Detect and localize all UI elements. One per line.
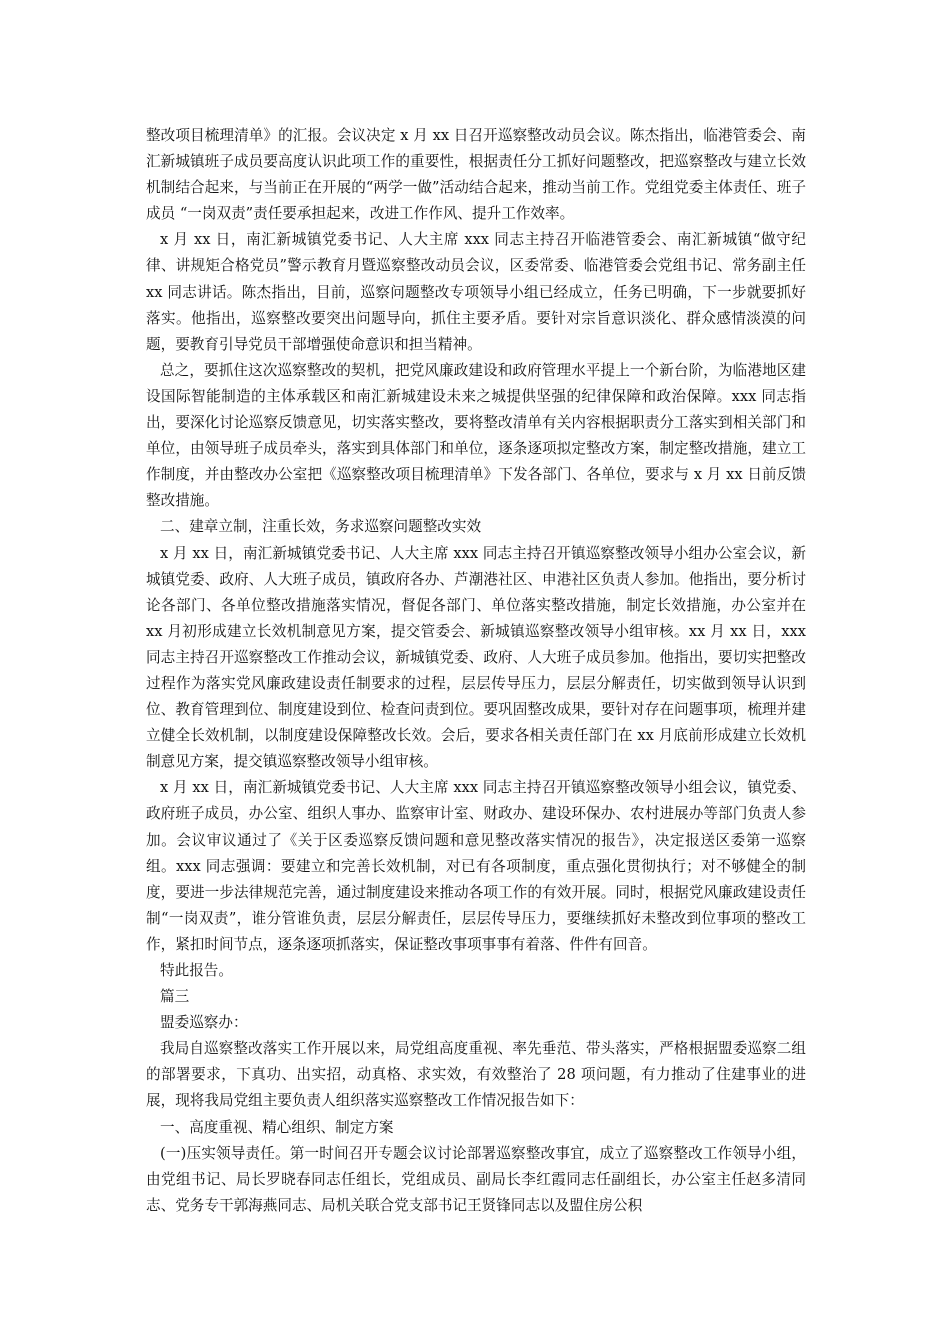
paragraph: 我局自巡察整改落实工作开展以来，局党组高度重视、率先垂范、带头落实，严格根据盟委巡察二组的部署要求，下真功、出实招，动真格、求实效，有效整治了 28 项问题，有力推动了住建事业的进展，现将我局党组主要负责人组织落实巡察整改工作情况报告如下： [146, 1040, 806, 1110]
document-body [146, 123, 806, 1219]
salutation: 盟委巡察办： [160, 1014, 248, 1032]
closing-line: 特此报告。 [160, 962, 233, 979]
paragraph: x 月 xx 日，南汇新城镇党委书记、人大主席 xxx 同志主持召开临港管委会、南汇新城镇“做守纪律、讲规矩合格党员”警示教育月暨巡察整改动员会议，区委常委、临港管委会党组书记、常务副主任 xx 同志讲话。陈杰指出，目前，巡察问题整改专项领导小组已经成立，任务已明确，下一步就要抓好落实。他指出，巡察整改要突出问题导向，抓住主要矛盾。要针对宗旨意识淡化、群众感情淡漠的问题，要教育引导党员干部增强使命意识和担当精神。 [146, 231, 806, 353]
paragraph: 整改项目梳理清单》的汇报。会议决定 x 月 xx 日召开巡察整改动员会议。陈杰指出，临港管委会、南汇新城镇班子成员要高度认识此项工作的重要性，根据责任分工抓好问题整改，把巡察整改与建立长效机制结合起来，与当前正在开展的“两学一做”活动结合起来，推动当前工作。党组党委主体责任、班子成员 “一岗双责”责任要承担起来，改进工作作风、提升工作效率。 [146, 127, 806, 223]
paragraph: (一)压实领导责任。第一时间召开专题会议讨论部署巡察整改事宜，成立了巡察整改工作领导小组，由党组书记、局长罗晓春同志任组长，党组成员、副局长李红霞同志任副组长，办公室主任赵多清同志、党务专干郭海燕同志、局机关联合党支部书记王贤锋同志以及盟住房公积 [146, 1144, 806, 1214]
section-heading: 二、建章立制，注重长效，务求巡察问题整改实效 [160, 518, 482, 536]
section-heading: 一、高度重视、精心组织、制定方案 [160, 1118, 394, 1136]
paragraph: 总之，要抓住这次巡察整改的契机，把党风廉政建设和政府管理水平提上一个新台阶，为临港地区建设国际智能制造的主体承载区和南汇新城建设未来之城提供坚强的纪律保障和政治保障。xxx 同志指出，要深化讨论巡察反馈意见，切实落实整改，要将整改清单有关内容根据职责分工落实到相关部门和单位，由领导班子成员牵头，落实到具体部门和单位，逐条逐项拟定整改方案，制定整改措施，建立工作制度，并由整改办公室把《巡察整改项目梳理清单》下发各部门、各单位，要求与 x 月 xx 日前反馈整改措施。 [146, 361, 806, 510]
paragraph: x 月 xx 日，南汇新城镇党委书记、人大主席 xxx 同志主持召开镇巡察整改领导小组办公室会议，新城镇党委、政府、人大班子成员，镇政府各办、芦潮港社区、申港社区负责人参加。他指出，要分析讨论各部门、各单位整改措施落实情况，督促各部门、单位落实整改措施，制定长效措施，办公室并在 xx 月初形成建立长效机制意见方案，提交管委会、新城镇巡察整改领导小组审核。xx 月 xx 日，xxx 同志主持召开巡察整改工作推动会议，新城镇党委、政府、人大班子成员参加。他指出，要切实把整改过程作为落实党风廉政建设责任制要求的过程，层层传导压力，层层分解责任，切实做到领导认识到位、教育管理到位、制度建设到位、检查问责到位。要巩固整改成果，要针对存在问题事项，梳理并建立健全长效机制，以制度建设保障整改长效。会后，要求各相关责任部门在 xx 月底前形成建立长效机制意见方案，提交镇巡察整改领导小组审核。 [146, 544, 806, 771]
paragraph: x 月 xx 日，南汇新城镇党委书记、人大主席 xxx 同志主持召开镇巡察整改领导小组会议，镇党委、政府班子成员，办公室、组织人事办、监察审计室、财政办、建设环保办、农村进展办等部门负责人参加。会议审议通过了《关于区委巡察反馈问题和意见整改落实情况的报告》，决定报送区委第一巡察组。xxx 同志强调：要建立和完善长效机制，对已有各项制度，重点强化贯彻执行；对不够健全的制度，要进一步法律规范完善，通过制度建设来推动各项工作的有效开展。同时，根据党风廉政建设责任制“一岗双责”，谁分管谁负责，层层分解责任，层层传导压力，要继续抓好未整改到位事项的整改工作，紧扣时间节点，逐条逐项抓落实，保证整改事项事事有着落、件件有回音。 [146, 779, 806, 953]
part-heading: 篇三 [160, 988, 190, 1006]
